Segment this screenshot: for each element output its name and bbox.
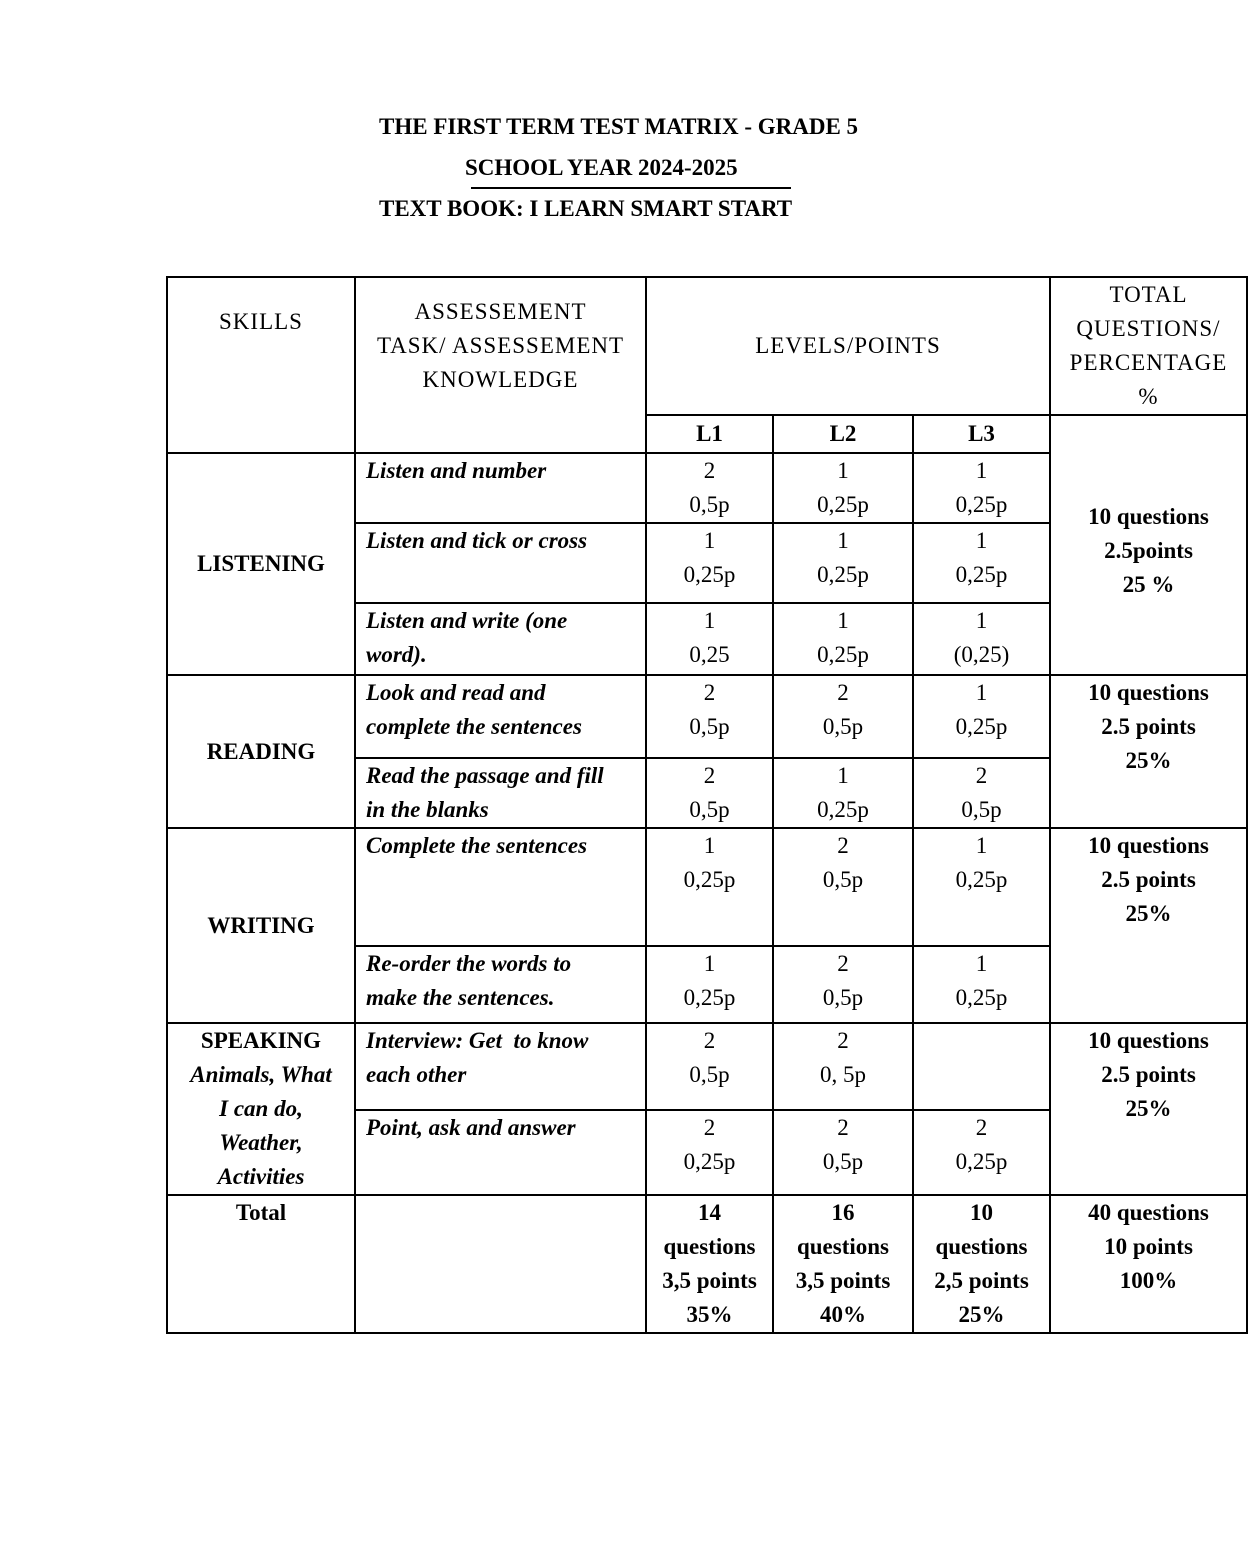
l1-cell	[646, 758, 773, 828]
total-l1-questions-word: questions	[663, 1234, 756, 1259]
header-levels-label: LEVELS/POINTS	[755, 333, 941, 358]
total-l2-points: 3,5 points	[795, 1268, 891, 1293]
l3-points: 0,25p	[955, 492, 1008, 517]
header-total-line: QUESTIONS/	[1076, 316, 1221, 341]
test-matrix-table	[166, 276, 1248, 1334]
l2-cell	[773, 1110, 913, 1196]
l2-points: 0,5p	[822, 1148, 864, 1174]
reading-total-percent: 25%	[1125, 748, 1172, 773]
l2-points: 0,25p	[817, 797, 869, 822]
l3-questions: 1	[975, 608, 988, 633]
reading-total	[1050, 675, 1247, 828]
task-line: each other	[366, 1062, 467, 1087]
textbook-title: TEXT BOOK: I LEARN SMART START	[379, 196, 793, 221]
skill-writing: WRITING	[167, 828, 355, 1023]
l1-cell	[646, 828, 773, 946]
table-row	[167, 675, 1247, 758]
l1-questions: 2	[703, 763, 716, 788]
speaking-topic-line: Weather,	[219, 1130, 303, 1155]
l2-cell	[773, 828, 913, 946]
l3-cell	[913, 828, 1050, 946]
l3-points: 0,25p	[955, 867, 1008, 892]
l3-points: 0,25p	[955, 714, 1008, 739]
speaking-total-points: 2.5 points	[1101, 1062, 1196, 1087]
l1-questions: 1	[703, 528, 716, 553]
task-cell	[355, 675, 646, 758]
l2-cell	[773, 946, 913, 1023]
l3-cell	[913, 1023, 1050, 1110]
l1-points: 0,5p	[689, 1062, 730, 1087]
l1-cell	[646, 523, 773, 603]
task-cell	[355, 1023, 646, 1110]
speaking-topic-line: I can do,	[219, 1096, 303, 1121]
level-l3: L3	[913, 415, 1050, 453]
task-line: Look and read and	[366, 680, 546, 705]
listening-total-questions: 10 questions	[1088, 504, 1209, 529]
l1-questions: 1	[703, 608, 716, 633]
total-label: Total	[167, 1195, 355, 1333]
skill-listening: LISTENING	[167, 453, 355, 675]
l1-questions: 1	[703, 833, 716, 858]
l2-cell	[773, 523, 913, 603]
l2-questions: 2	[837, 1028, 849, 1053]
task-line: complete the sentences	[366, 714, 582, 739]
header-total-line: PERCENTAGE	[1069, 350, 1228, 375]
l2-cell	[773, 453, 913, 523]
l2-questions: 2	[837, 833, 849, 858]
header-skills-label: SKILLS	[219, 309, 303, 334]
reading-total-questions: 10 questions	[1088, 680, 1209, 705]
l3-cell	[913, 675, 1050, 758]
total-l2	[773, 1195, 913, 1333]
listening-total-points: 2.5points	[1104, 538, 1193, 563]
l2-questions: 1	[837, 763, 849, 788]
l1-points: 0,25p	[683, 867, 736, 892]
total-row	[167, 1195, 1247, 1333]
table-row	[167, 1023, 1247, 1110]
l2-points: 0,5p	[822, 714, 864, 739]
l2-points: 0,5p	[822, 985, 864, 1010]
l1-points: 0,5p	[689, 714, 730, 739]
l3-questions: 1	[975, 458, 988, 483]
total-l2-questions: 16	[831, 1200, 855, 1225]
header-row	[167, 277, 1247, 415]
l1-cell	[646, 1023, 773, 1110]
l3-points: 0,25p	[955, 562, 1008, 587]
l1-cell	[646, 946, 773, 1023]
l2-questions: 1	[837, 458, 849, 483]
task-line: Read the passage and fill	[366, 763, 604, 788]
l2-questions: 1	[837, 608, 849, 633]
task-cell: Listen and tick or cross	[355, 523, 646, 603]
total-l3-percent: 25%	[958, 1302, 1005, 1327]
l1-points: 0,25	[689, 642, 730, 667]
l1-questions: 2	[703, 458, 716, 483]
l3-questions: 1	[975, 833, 988, 858]
l2-cell	[773, 675, 913, 758]
task-line: Interview: Get to know	[366, 1028, 589, 1053]
l2-questions: 2	[837, 951, 849, 976]
l2-points: 0,25p	[817, 642, 869, 667]
l1-points: 0,25p	[683, 1148, 736, 1174]
l3-questions: 1	[975, 528, 988, 553]
l1-questions: 2	[703, 1114, 716, 1140]
total-all-points: 10 points	[1104, 1234, 1193, 1259]
total-l2-percent: 40%	[820, 1302, 866, 1327]
total-l3	[913, 1195, 1050, 1333]
l3-points: 0,25p	[955, 985, 1008, 1010]
table-row	[167, 828, 1247, 946]
task-cell: Point, ask and answer	[355, 1110, 646, 1196]
task-cell: Listen and number	[355, 453, 646, 523]
speaking-topic-line: Animals, What	[190, 1062, 332, 1087]
l1-questions: 2	[703, 1028, 716, 1053]
l2-points: 0, 5p	[820, 1062, 866, 1087]
listening-total	[1050, 415, 1247, 675]
task-line: in the blanks	[366, 797, 489, 822]
l3-cell	[913, 758, 1050, 828]
l1-cell	[646, 675, 773, 758]
writing-total-questions: 10 questions	[1088, 833, 1209, 858]
l3-questions: 2	[975, 1114, 988, 1140]
total-l1-points: 3,5 points	[662, 1268, 757, 1293]
l1-points: 0,5p	[689, 797, 730, 822]
l3-points: 0,5p	[961, 797, 1002, 822]
l3-points: (0,25)	[953, 642, 1010, 667]
l3-questions: 1	[975, 680, 988, 705]
level-l2: L2	[773, 415, 913, 453]
total-l3-questions-word: questions	[935, 1234, 1028, 1259]
writing-total-percent: 25%	[1125, 901, 1172, 926]
l2-questions: 2	[837, 1114, 849, 1140]
total-l1-percent: 35%	[686, 1302, 733, 1327]
header-total-line: %	[1138, 384, 1159, 409]
l1-points: 0,25p	[683, 562, 736, 587]
reading-total-points: 2.5 points	[1101, 714, 1196, 739]
l2-cell	[773, 603, 913, 675]
task-line: Listen and write (one	[366, 608, 568, 633]
l3-cell	[913, 523, 1050, 603]
header-skills	[167, 277, 355, 453]
total-l3-points: 2,5 points	[934, 1268, 1029, 1293]
writing-total-points: 2.5 points	[1101, 867, 1196, 892]
l1-cell	[646, 603, 773, 675]
header-assessment-line: KNOWLEDGE	[422, 367, 579, 392]
l2-questions: 2	[837, 680, 849, 705]
school-year-underline	[471, 187, 791, 189]
l2-points: 0,5p	[822, 867, 864, 892]
header-assessment-line: ASSESSEMENT	[414, 299, 587, 324]
header-assessment	[355, 277, 646, 453]
header-total-line: TOTAL	[1109, 282, 1188, 307]
speaking-total	[1050, 1023, 1247, 1195]
header-assessment-line: TASK/ ASSESSEMENT	[376, 333, 625, 358]
level-l1: L1	[646, 415, 773, 453]
task-cell: Complete the sentences	[355, 828, 646, 946]
l3-cell	[913, 453, 1050, 523]
skill-reading: READING	[167, 675, 355, 828]
l2-points: 0,25p	[817, 562, 869, 587]
l2-questions: 1	[837, 528, 849, 553]
l3-cell	[913, 1110, 1050, 1196]
l1-questions: 1	[703, 951, 716, 976]
writing-total	[1050, 828, 1247, 1023]
task-cell	[355, 758, 646, 828]
total-l2-questions-word: questions	[796, 1234, 890, 1259]
speaking-total-percent: 25%	[1125, 1096, 1172, 1121]
l2-cell	[773, 758, 913, 828]
total-l1	[646, 1195, 773, 1333]
l3-questions: 2	[975, 763, 988, 788]
l1-questions: 2	[703, 680, 716, 705]
total-all	[1050, 1195, 1247, 1333]
total-task-empty	[355, 1195, 646, 1333]
l3-points: 0,25p	[955, 1148, 1008, 1174]
task-cell	[355, 946, 646, 1023]
header-levels-points	[646, 277, 1050, 415]
total-all-percent: 100%	[1119, 1268, 1178, 1293]
skill-speaking	[167, 1023, 355, 1195]
task-line: Re-order the words to	[366, 951, 572, 976]
listening-total-percent: 25 %	[1122, 572, 1175, 597]
task-line: word).	[366, 642, 427, 667]
l1-points: 0,5p	[689, 492, 730, 517]
header-total	[1050, 277, 1247, 415]
school-year: SCHOOL YEAR 2024-2025	[465, 155, 738, 180]
speaking-topic-line: Activities	[217, 1164, 305, 1189]
skill-speaking-label: SPEAKING	[200, 1028, 322, 1053]
l3-cell	[913, 603, 1050, 675]
l1-points: 0,25p	[683, 985, 736, 1010]
task-line: make the sentences.	[366, 985, 555, 1010]
l1-cell	[646, 453, 773, 523]
l1-cell	[646, 1110, 773, 1196]
total-all-questions: 40 questions	[1088, 1200, 1209, 1225]
total-l1-questions: 14	[698, 1200, 721, 1225]
l3-questions: 1	[975, 951, 988, 976]
l2-cell	[773, 1023, 913, 1110]
task-cell	[355, 603, 646, 675]
l3-cell	[913, 946, 1050, 1023]
document-title: THE FIRST TERM TEST MATRIX - GRADE 5	[379, 114, 859, 139]
l2-points: 0,25p	[817, 492, 869, 517]
total-l3-questions: 10	[970, 1200, 993, 1225]
speaking-total-questions: 10 questions	[1088, 1028, 1209, 1053]
